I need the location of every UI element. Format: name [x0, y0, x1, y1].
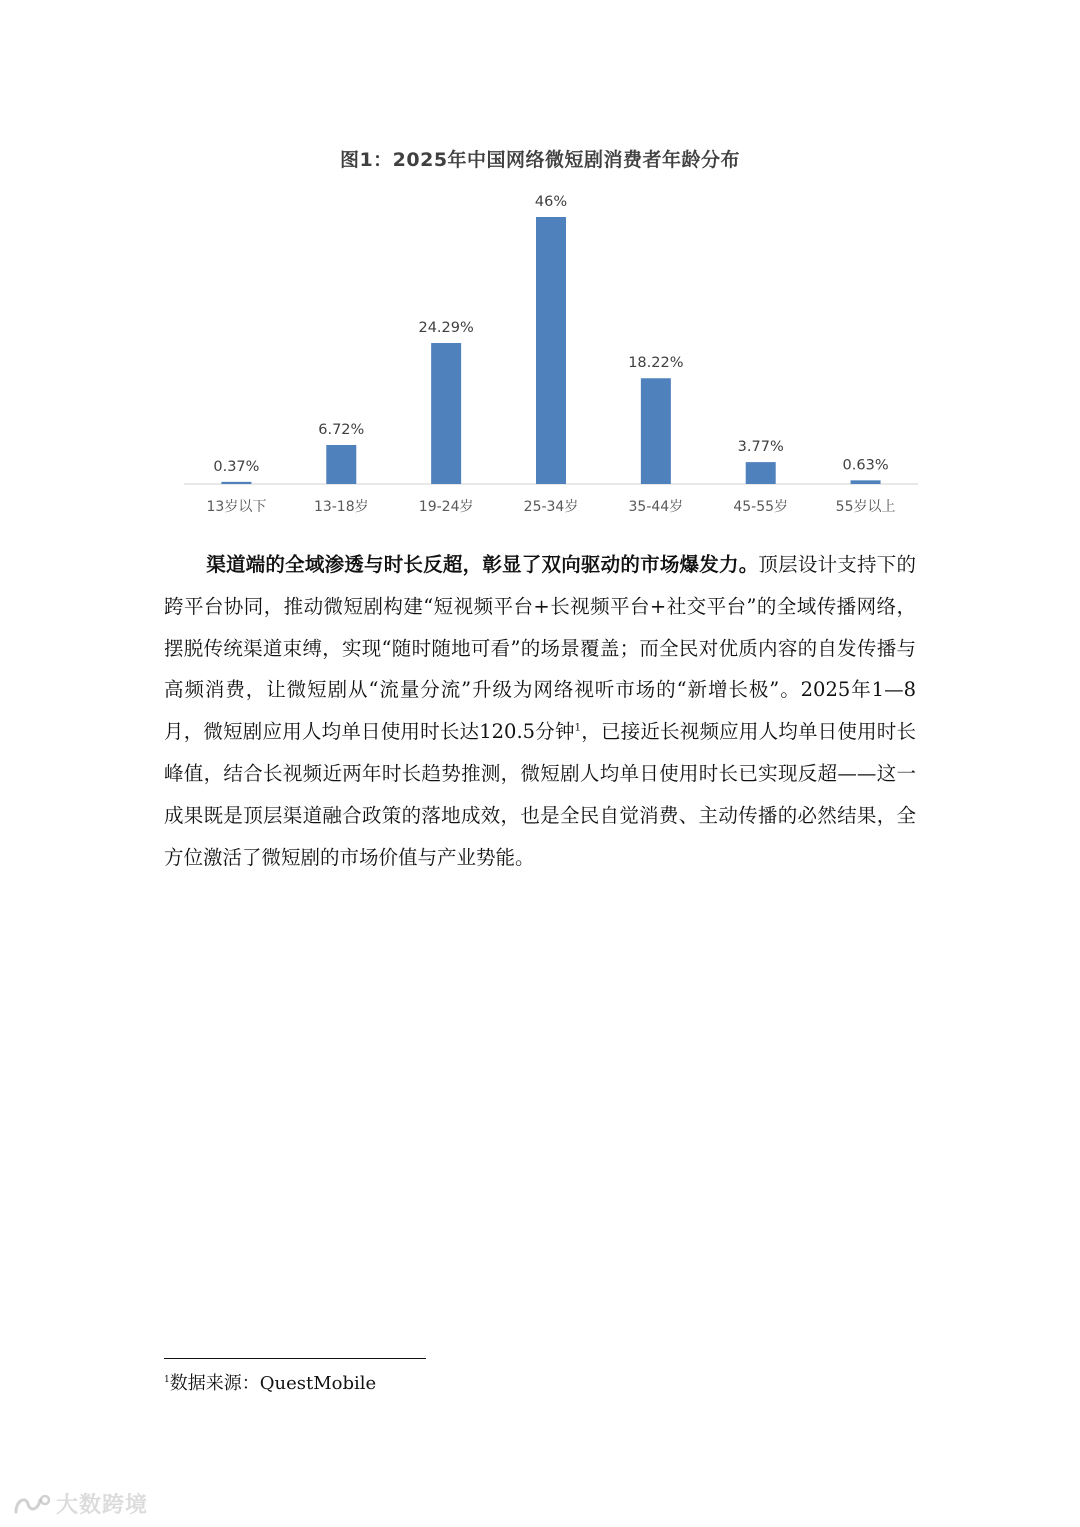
bar-4 — [641, 378, 671, 484]
data-label-0: 0.37% — [213, 458, 260, 475]
paragraph-text: 顶层设计支持下的跨平台协同，推动微短剧构建“短视频平台+长视频平台+社交平台”的全域传播网络，摆脱传统渠道束缚，实现“随时随地可看”的场景覆盖；而全民对优质内容的自发传播与高频消费，让微短剧从“流量分流”升级为网络视听市场的“新增长极”。2025年1—8月，微短剧应用人均单日使用时长达120.5分钟 — [164, 553, 916, 744]
bar-chart — [0, 0, 1080, 540]
footnote-marker: 1 — [164, 1375, 170, 1385]
bar-3 — [536, 217, 566, 484]
watermark-logo-icon — [12, 1492, 52, 1516]
data-label-4: 18.22% — [628, 355, 684, 372]
data-label-2: 24.29% — [418, 320, 474, 337]
data-label-3: 46% — [534, 194, 568, 210]
data-label-5: 3.77% — [737, 439, 784, 456]
watermark — [12, 1488, 148, 1519]
bar-6 — [851, 480, 881, 484]
footnote — [164, 1372, 376, 1396]
body-paragraph — [164, 544, 916, 878]
x-tick-label-5: 45-55岁 — [733, 499, 789, 515]
footnote-text: 数据来源：QuestMobile — [169, 1373, 377, 1394]
x-tick-label-4: 35-44岁 — [628, 499, 684, 515]
x-tick-label-6: 55岁以上 — [835, 499, 896, 515]
tick-labels-group — [207, 498, 896, 515]
watermark-text: 大数跨境 — [56, 1493, 149, 1518]
paragraph-lead: 渠道端的全域渗透与时长反超，彰显了双向驱动的市场爆发力。 — [206, 553, 759, 576]
chart-title: 图1：2025年中国网络微短剧消费者年龄分布 — [339, 149, 741, 171]
bar-2 — [431, 343, 461, 484]
data-label-6: 0.63% — [842, 457, 889, 474]
paragraph-text-continued: ，已接近长视频应用人均单日使用时长峰值，结合长视频近两年时长趋势推测，微短剧人均单日使用时长已实现反超——这一成果既是顶层渠道融合政策的落地成效，也是全民自觉消费、主动传播的必然结果，全方位激活了微短剧的市场价值与产业势能。 — [164, 720, 916, 869]
x-tick-label-2: 19-24岁 — [418, 499, 474, 515]
footnote-reference[interactable]: 1 — [574, 722, 582, 734]
x-tick-label-3: 25-34岁 — [523, 499, 579, 515]
bar-0 — [221, 482, 251, 484]
footnote-separator — [164, 1358, 426, 1359]
bar-1 — [326, 445, 356, 484]
x-tick-label-0: 13岁以下 — [206, 499, 267, 515]
bar-5 — [746, 462, 776, 484]
x-tick-label-1: 13-18岁 — [313, 499, 369, 515]
data-label-1: 6.72% — [318, 421, 365, 438]
